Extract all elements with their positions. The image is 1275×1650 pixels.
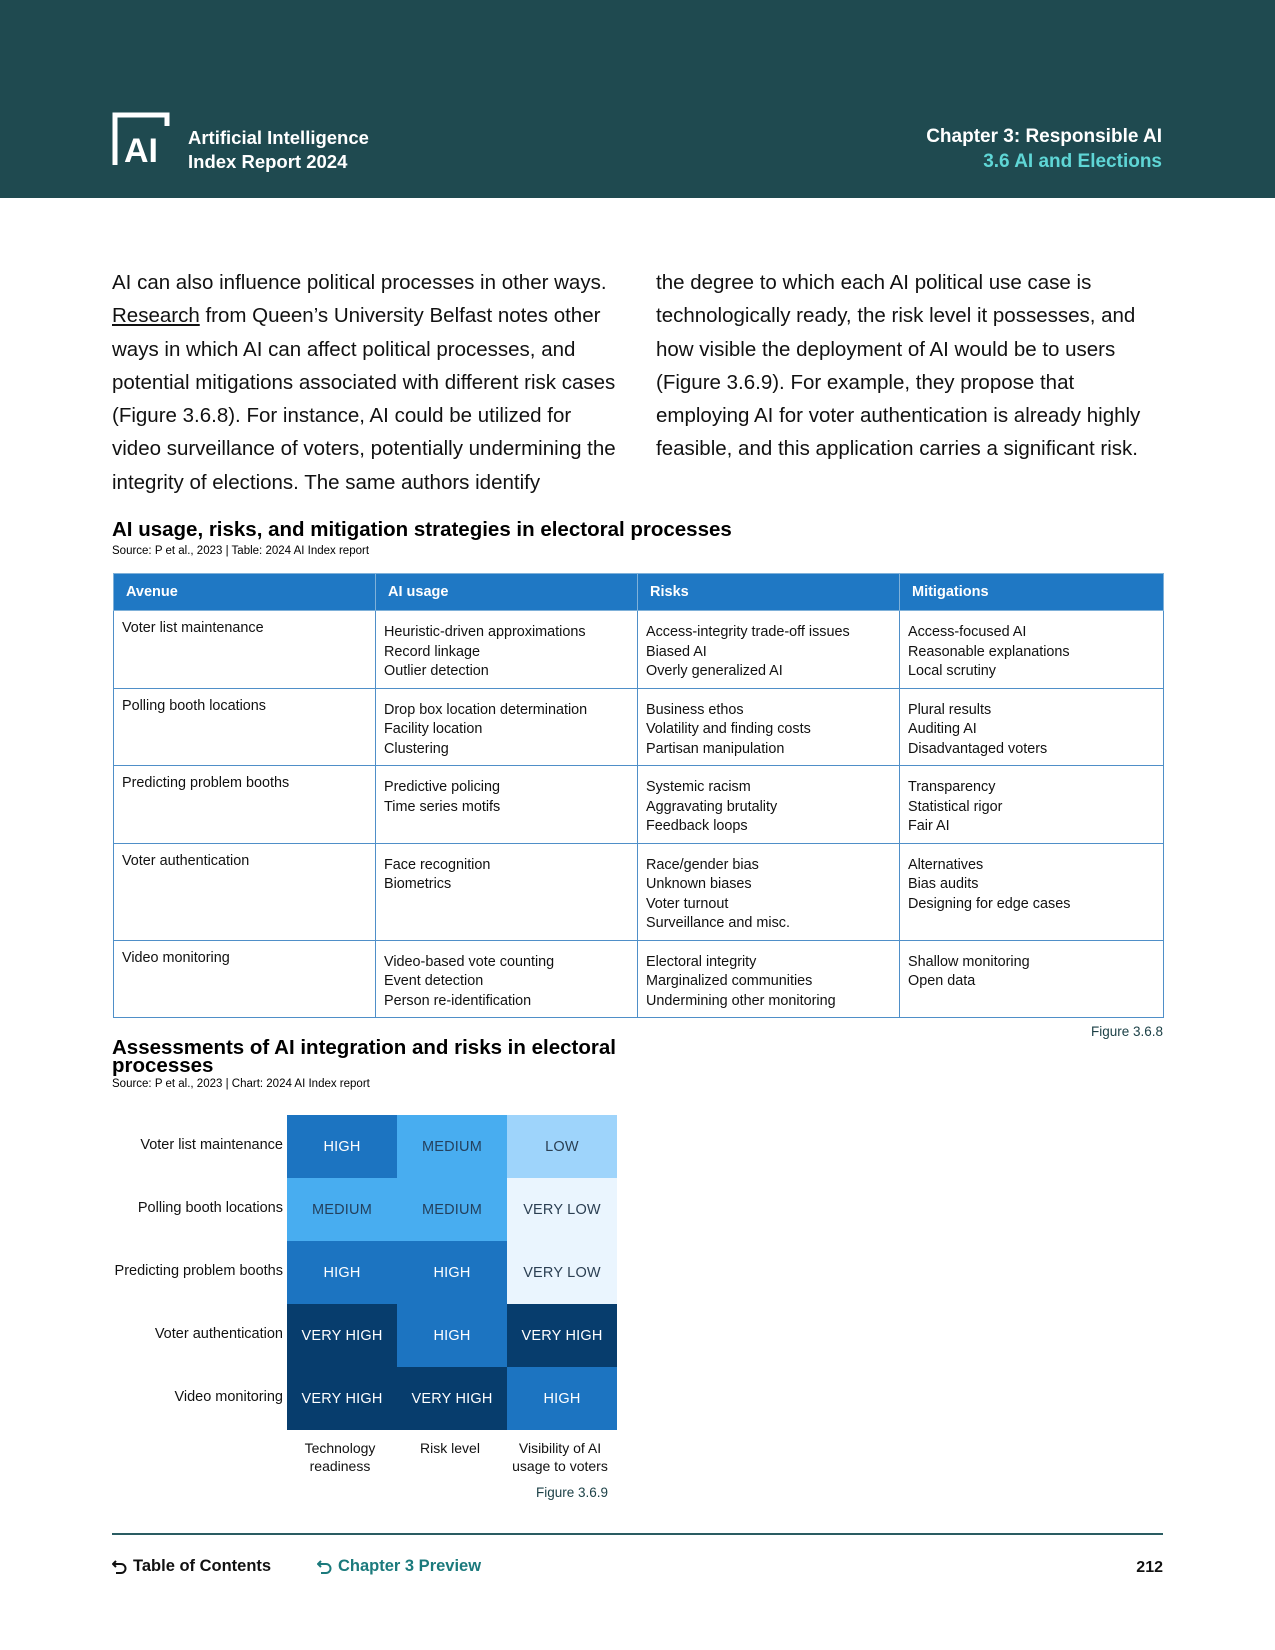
avenue-cell: Voter authentication <box>114 843 376 940</box>
heatmap-cell: VERY HIGH <box>507 1304 617 1367</box>
risks-item: Feedback loops <box>646 818 748 834</box>
avenue-cell: Predicting problem booths <box>114 766 376 844</box>
heatmap-cell: VERY HIGH <box>287 1367 397 1430</box>
risks-item: Race/gender bias <box>646 856 759 873</box>
heatmap-cell: HIGH <box>287 1241 397 1304</box>
heatmap-title-line1: Assessments of AI integration and risks in electoral <box>112 1036 616 1059</box>
risks-item: Business ethos <box>646 701 744 718</box>
heatmap-figure-title <box>112 1036 616 1077</box>
mitigations-cell <box>900 688 1164 766</box>
figure-number-3-6-8: Figure 3.6.8 <box>1090 1024 1163 1039</box>
body-text <box>112 266 1162 499</box>
mitigations-item: Fair AI <box>908 818 950 834</box>
risks-item: Biased AI <box>646 643 707 660</box>
heatmap-column-label <box>505 1439 615 1475</box>
usage-cell <box>376 688 638 766</box>
risks-item: Aggravating brutality <box>646 798 778 815</box>
risks-item: Surveillance and misc. <box>646 915 790 931</box>
report-title <box>188 126 369 174</box>
heatmap-cell: HIGH <box>397 1241 507 1304</box>
mitigations-item: Disadvantaged voters <box>908 740 1048 757</box>
heatmap-row-label: Voter list maintenance <box>140 1137 283 1153</box>
heatmap-cell: HIGH <box>507 1367 617 1430</box>
usage-cell <box>376 611 638 689</box>
mitigations-item: Statistical rigor <box>908 798 1003 815</box>
usage-item: Video-based vote counting <box>384 953 555 970</box>
mitigations-item: Alternatives <box>908 856 984 873</box>
heatmap-cell: VERY HIGH <box>287 1304 397 1367</box>
body-column-1 <box>112 266 618 499</box>
risks-item: Overly generalized AI <box>646 663 783 679</box>
heatmap-cell: VERY HIGH <box>397 1367 507 1430</box>
heatmap-cell: VERY LOW <box>507 1241 617 1304</box>
usage-item: Predictive policing <box>384 779 500 795</box>
header-ai-usage: AI usage <box>376 574 638 611</box>
research-link[interactable]: Research <box>112 304 200 328</box>
preview-label: Chapter 3 Preview <box>338 1557 482 1575</box>
usage-item: Record linkage <box>384 643 480 660</box>
usage-item: Drop box location determination <box>384 701 588 718</box>
risks-item: Volatility and finding costs <box>646 721 811 737</box>
heatmap-cell: HIGH <box>287 1115 397 1178</box>
chapter-preview-link[interactable] <box>317 1557 481 1576</box>
heatmap-column-label <box>395 1439 505 1457</box>
heatmap-cell: MEDIUM <box>397 1115 507 1178</box>
ai-index-logo-icon <box>112 112 170 167</box>
usage-item: Event detection <box>384 973 484 989</box>
usage-item: Clustering <box>384 740 449 757</box>
section-title: 3.6 AI and Elections <box>983 151 1162 172</box>
mitigations-item: Reasonable explanations <box>908 643 1070 660</box>
risks-item: Undermining other monitoring <box>646 992 836 1009</box>
heatmap-row-label: Predicting problem booths <box>114 1263 283 1279</box>
column-label-line: Risk level <box>420 1440 480 1456</box>
chapter-title: Chapter 3: Responsible AI <box>926 126 1162 147</box>
report-title-line2: Index Report 2024 <box>188 151 348 172</box>
risks-item: Access-integrity trade-off issues <box>646 624 850 640</box>
electoral-ai-table <box>113 573 1164 1018</box>
usage-cell <box>376 940 638 1018</box>
heatmap-cell: HIGH <box>397 1304 507 1367</box>
risks-cell <box>638 688 900 766</box>
mitigations-item: Shallow monitoring <box>908 953 1030 970</box>
mitigations-item: Open data <box>908 973 976 989</box>
mitigations-cell <box>900 766 1164 844</box>
chapter-heading <box>926 124 1162 174</box>
avenue-cell: Polling booth locations <box>114 688 376 766</box>
heatmap-cell: MEDIUM <box>397 1178 507 1241</box>
column-label-line: readiness <box>309 1458 371 1474</box>
heatmap-figure-source: Source: P et al., 2023 | Chart: 2024 AI Index report <box>112 1078 370 1090</box>
usage-item: Face recognition <box>384 856 491 873</box>
mitigations-cell <box>900 940 1164 1018</box>
column-label-line: Visibility of AI <box>518 1440 602 1456</box>
table-row <box>114 766 1164 844</box>
figure-number-3-6-9: Figure 3.6.9 <box>536 1485 609 1500</box>
body-col1-start: AI can also influence political processes in other ways. <box>112 271 607 294</box>
heatmap-column-label <box>285 1439 395 1475</box>
usage-item: Outlier detection <box>384 663 489 679</box>
body-col2-text: the degree to which each AI political use case is technologically ready, the risk level it possesses, and how visible the deployment of AI would be to users (Figure 3.6.9). For example, they propose that employing AI for voter authentication is already highly feasible, and this application carries a significant risk. <box>656 271 1141 461</box>
risks-cell <box>638 766 900 844</box>
risks-item: Voter turnout <box>646 895 729 912</box>
body-col1-rest: from Queen’s University Belfast notes other ways in which AI can affect political processes, and potential mitigations associated with different risk cases (Figure 3.6.8). For instance, AI could be utilized for video surveillance of voters, potentially undermining the integrity of elections. The same authors identify <box>112 304 616 494</box>
mitigations-item: Plural results <box>908 701 992 718</box>
avenue-cell: Voter list maintenance <box>114 611 376 689</box>
body-column-2 <box>656 266 1162 499</box>
usage-item: Biometrics <box>384 876 452 892</box>
report-title-line1: Artificial Intelligence <box>188 127 369 148</box>
table-figure-title: AI usage, risks, and mitigation strategies in electoral processes <box>112 518 732 541</box>
heatmap-cell: VERY LOW <box>507 1178 617 1241</box>
table-row <box>114 611 1164 689</box>
usage-item: Facility location <box>384 721 483 737</box>
page-header <box>0 0 1275 198</box>
page-number: 212 <box>1136 1559 1163 1576</box>
risks-cell <box>638 843 900 940</box>
heatmap-row-label: Voter authentication <box>154 1326 283 1342</box>
mitigations-cell <box>900 611 1164 689</box>
risks-item: Partisan manipulation <box>646 740 785 757</box>
mitigations-item: Access-focused AI <box>908 624 1027 640</box>
table-header-row <box>114 574 1164 611</box>
mitigations-item: Auditing AI <box>908 721 977 737</box>
risks-cell <box>638 611 900 689</box>
heatmap-row-label: Polling booth locations <box>137 1200 283 1216</box>
risks-item: Systemic racism <box>646 779 751 795</box>
mitigations-item: Transparency <box>908 779 996 795</box>
table-row <box>114 940 1164 1018</box>
return-arrow-icon <box>112 1559 127 1574</box>
usage-cell <box>376 843 638 940</box>
toc-label: Table of Contents <box>133 1557 272 1575</box>
usage-cell <box>376 766 638 844</box>
heatmap-row-label: Video monitoring <box>174 1389 283 1405</box>
column-label-line: usage to voters <box>512 1458 608 1474</box>
usage-item: Time series motifs <box>384 798 501 815</box>
usage-item: Heuristic-driven approximations <box>384 624 586 640</box>
risks-item: Electoral integrity <box>646 953 757 970</box>
table-figure-source: Source: P et al., 2023 | Table: 2024 AI Index report <box>112 545 370 557</box>
usage-item: Person re-identification <box>384 992 532 1009</box>
column-label-line: Technology <box>304 1440 376 1456</box>
header-risks: Risks <box>638 574 900 611</box>
heatmap-title-line2: processes <box>112 1054 214 1077</box>
mitigations-item: Local scrutiny <box>908 663 996 679</box>
risks-cell <box>638 940 900 1018</box>
header-mitigations: Mitigations <box>900 574 1164 611</box>
return-arrow-icon <box>317 1559 332 1574</box>
mitigations-item: Designing for edge cases <box>908 895 1071 912</box>
table-of-contents-link[interactable] <box>112 1557 271 1576</box>
table-row <box>114 843 1164 940</box>
mitigations-cell <box>900 843 1164 940</box>
heatmap-cell: MEDIUM <box>287 1178 397 1241</box>
header-avenue: Avenue <box>114 574 376 611</box>
mitigations-item: Bias audits <box>908 876 979 892</box>
svg-text:AI: AI <box>124 132 158 167</box>
avenue-cell: Video monitoring <box>114 940 376 1018</box>
risks-item: Unknown biases <box>646 876 752 892</box>
heatmap-cell: LOW <box>507 1115 617 1178</box>
footer-divider <box>112 1533 1163 1535</box>
risks-item: Marginalized communities <box>646 973 813 989</box>
table-row <box>114 688 1164 766</box>
